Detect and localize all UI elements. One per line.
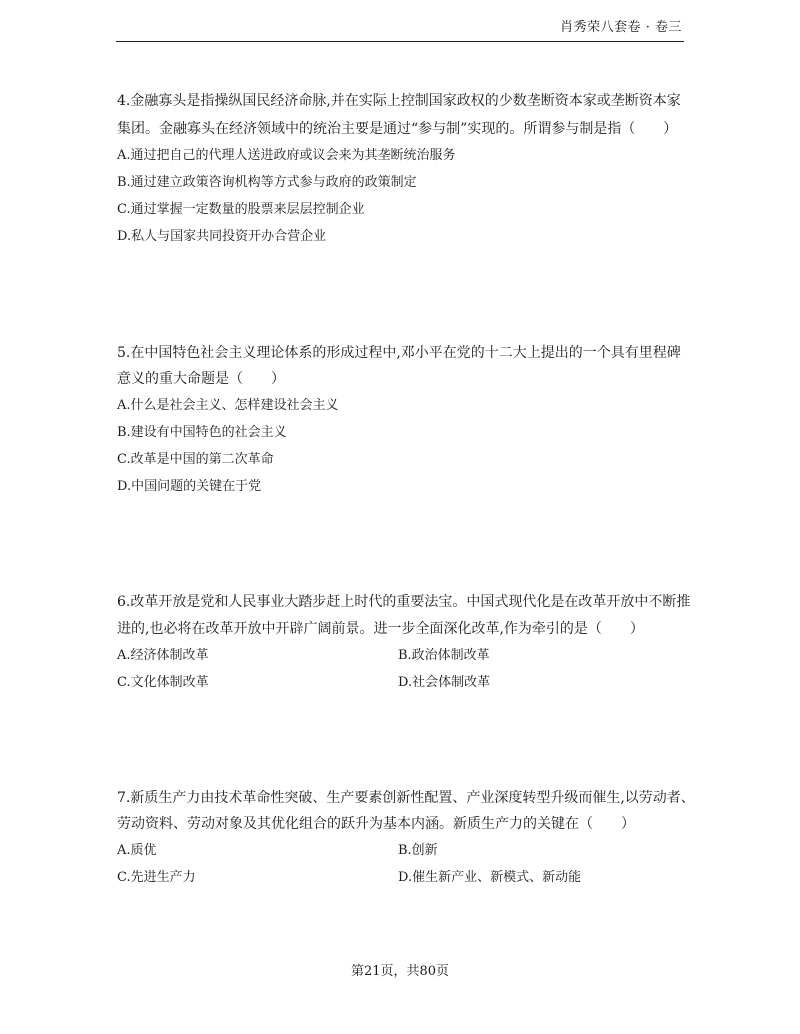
question-6-option-b[interactable]: B.政治体制改革 xyxy=(398,648,490,663)
question-6-stem-line-1: 6.改革开放是党和人民事业大踏步赶上时代的重要法宝。中国式现代化是在改革开放中不断推 xyxy=(117,594,691,610)
question-4-option-a[interactable]: A.通过把自己的代理人送进政府或议会来为其垄断统治服务 xyxy=(117,148,456,163)
question-4-stem-line-2: 集团。金融寡头在经济领域中的统治主要是通过“参与制”实现的。所谓参与制是指（ ） xyxy=(117,121,678,137)
question-5-option-a[interactable]: A.什么是社会主义、怎样建设社会主义 xyxy=(117,398,339,413)
question-7-stem-line-2: 劳动资料、劳动对象及其优化组合的跃升为基本内涵。新质生产力的关键在（ ） xyxy=(117,816,635,832)
question-6-option-c[interactable]: C.文化体制改革 xyxy=(117,675,209,690)
page-header-title: 肖秀荣八套卷 · 卷三 xyxy=(560,20,682,35)
question-7-option-d[interactable]: D.催生新产业、新模式、新动能 xyxy=(398,870,582,885)
question-7-option-c[interactable]: C.先进生产力 xyxy=(117,870,196,885)
page-number-footer: 第21页，共80页 xyxy=(350,964,450,979)
question-4-option-d[interactable]: D.私人与国家共同投资开办合营企业 xyxy=(117,229,327,244)
question-4-stem-line-1: 4.金融寡头是指操纵国民经济命脉,并在实际上控制国家政权的少数垄断资本家或垄断资本家 xyxy=(117,93,681,109)
question-6-stem-line-2: 进的,也必将在改革开放中开辟广阔前景。进一步全面深化改革,作为牵引的是（ ） xyxy=(117,621,644,637)
question-7-option-b[interactable]: B.创新 xyxy=(398,843,438,858)
header-rule xyxy=(116,41,684,42)
question-7-stem-line-1: 7.新质生产力由技术革命性突破、生产要素创新性配置、产业深度转型升级而催生,以劳动者、 xyxy=(117,790,695,806)
question-5-stem-line-2: 意义的重大命题是（ ） xyxy=(117,371,285,387)
question-6-option-a[interactable]: A.经济体制改革 xyxy=(117,648,209,663)
question-5-option-d[interactable]: D.中国问题的关键在于党 xyxy=(117,479,262,494)
question-4-option-b[interactable]: B.通过建立政策咨询机构等方式参与政府的政策制定 xyxy=(117,175,417,190)
question-5-option-c[interactable]: C.改革是中国的第二次革命 xyxy=(117,452,274,467)
question-6-option-d[interactable]: D.社会体制改革 xyxy=(398,675,491,690)
question-5-option-b[interactable]: B.建设有中国特色的社会主义 xyxy=(117,425,287,440)
question-5-stem-line-1: 5.在中国特色社会主义理论体系的形成过程中,邓小平在党的十二大上提出的一个具有里程碑 xyxy=(117,345,681,361)
question-7-option-a[interactable]: A.质优 xyxy=(117,843,157,858)
question-4-option-c[interactable]: C.通过掌握一定数量的股票来层层控制企业 xyxy=(117,202,365,217)
